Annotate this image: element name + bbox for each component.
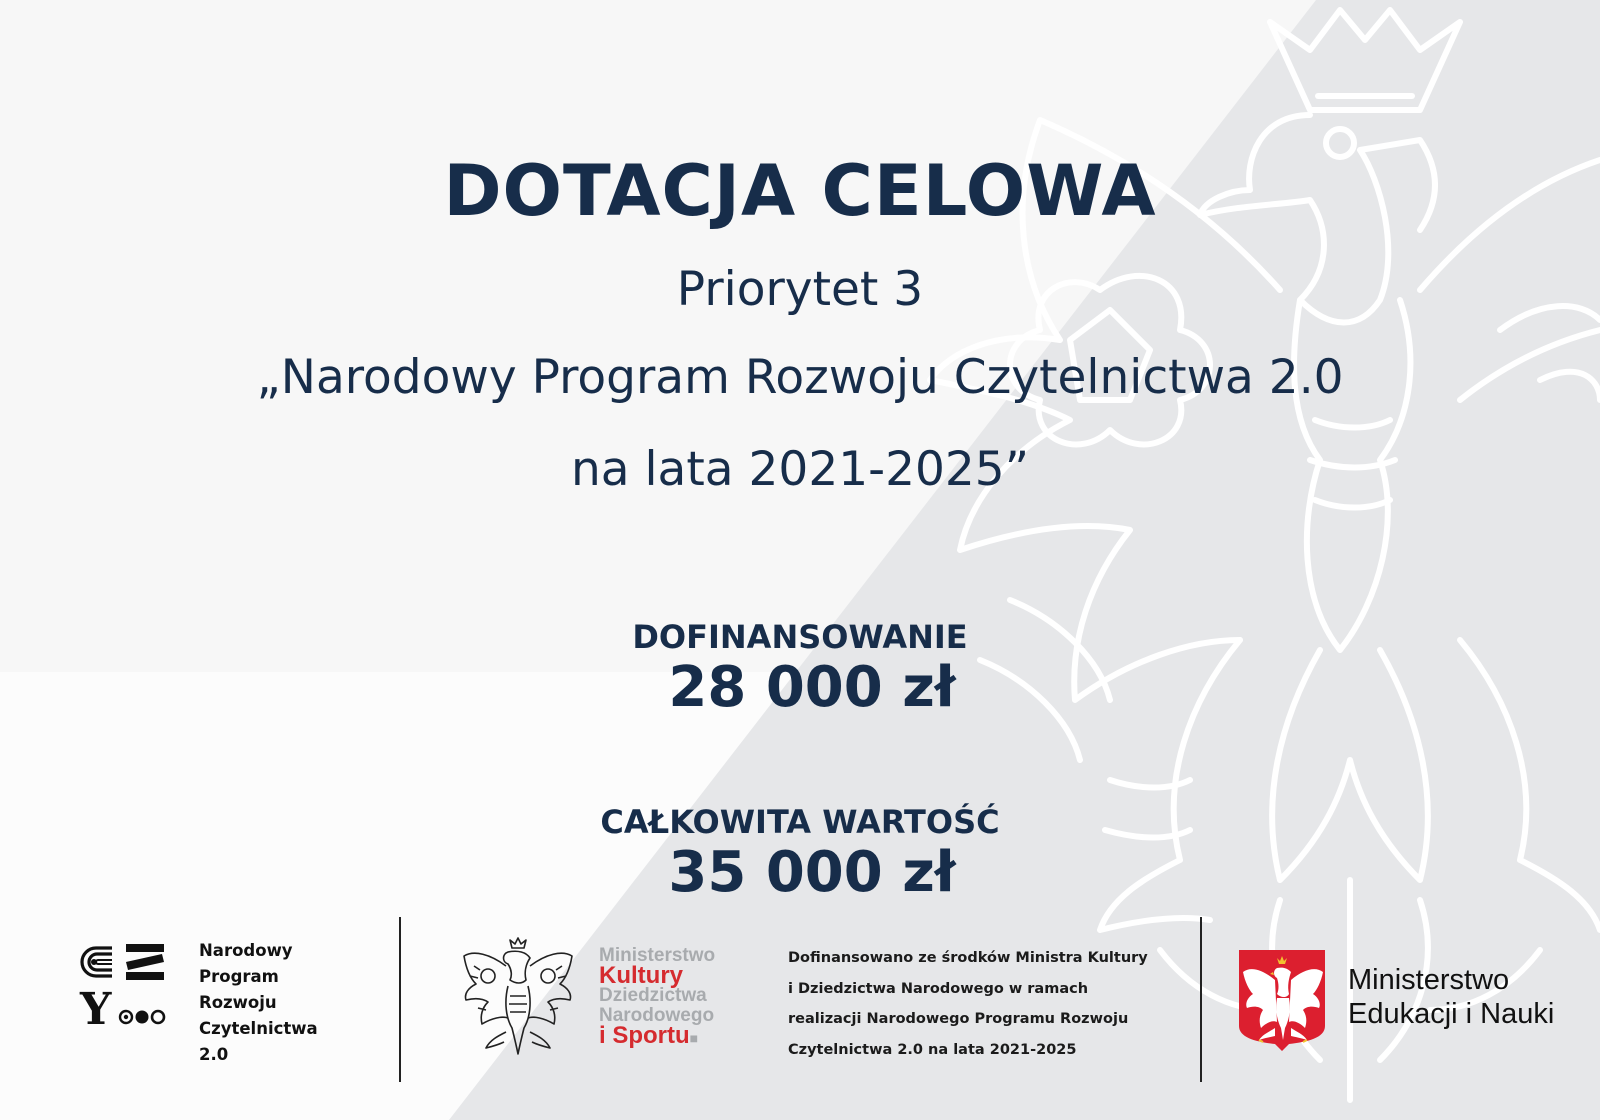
mkdnis-line: Narodowego [599, 1005, 715, 1026]
polish-eagle-icon [460, 936, 575, 1061]
mkdnis-line: Dziedzictwa [599, 985, 707, 1006]
mkdnis-name [599, 946, 715, 1048]
nprc-line: 2.0 [199, 1045, 229, 1064]
priority-label: Priorytet 3 [676, 262, 924, 317]
page-title: DOTACJA CELOWA [443, 150, 1157, 232]
mkdnis-line: Ministerstwo [599, 945, 716, 966]
mkdnis-period-dot: ■ [689, 1030, 699, 1046]
funding-note-line: realizacji Narodowego Programu Rozwoju [788, 1011, 1129, 1027]
nprc-line: Rozwoju [199, 993, 277, 1012]
nprc-line: Program [199, 967, 279, 986]
mkdnis-line: Kultury [599, 962, 683, 989]
footer-divider [399, 917, 401, 1082]
funding-note-line: Czytelnictwa 2.0 na lata 2021-2025 [788, 1041, 1077, 1058]
funding-note-line: Dofinansowano ze środków Ministra Kultury [788, 950, 1148, 966]
mein-line: Ministerstwo [1348, 964, 1510, 996]
nprc-line: Narodowy [199, 941, 293, 960]
funding-label: DOFINANSOWANIE [632, 618, 968, 656]
mein-line: Edukacji i Nauki [1348, 998, 1555, 1030]
funding-note [788, 943, 1148, 1065]
svg-text:Y: Y [80, 984, 112, 1032]
nprc-name [199, 938, 318, 1068]
program-name-line-2: na lata 2021-2025” [570, 442, 1030, 497]
footer-divider [1200, 917, 1202, 1082]
program-name-line-1: „Narodowy Program Rozwoju Czytelnictwa 2.0 [256, 350, 1344, 405]
funding-amount: 28 000 zł [668, 655, 956, 720]
total-value-label: CAŁKOWITA WARTOŚĆ [600, 803, 1000, 841]
nprc-logo-icon [78, 940, 170, 1032]
polish-coat-of-arms-icon [1237, 948, 1327, 1052]
mkdnis-line [599, 1022, 715, 1049]
funding-note-line: i Dziedzictwa Narodowego w ramach [788, 980, 1089, 997]
mein-name [1348, 963, 1554, 1031]
nprc-line: Czytelnictwa [199, 1019, 318, 1038]
total-value-amount: 35 000 zł [668, 840, 956, 905]
mkdnis-sport-text: i Sportu [599, 1022, 690, 1049]
